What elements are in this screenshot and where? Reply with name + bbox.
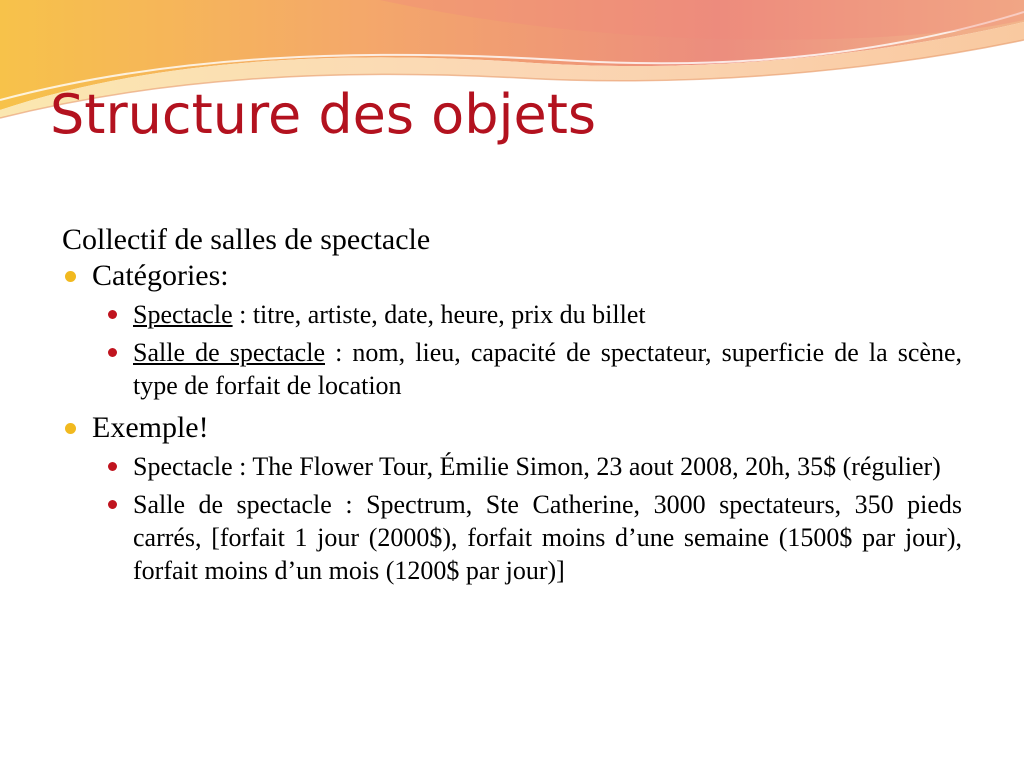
example-item-salle [107, 488, 962, 587]
bullet-dot-icon [108, 500, 117, 509]
bullet-example [62, 410, 962, 446]
example-text: Salle de spectacle : Spectrum, Ste Catherine, 3000 spectateurs, 350 pieds carrés, [forfait 1 jour (2000$), forfait moins d’une semaine (1500$ par jour), forfait moins d’un mois (1200$ par jour)] [133, 490, 962, 585]
example-item-spectacle [107, 450, 962, 483]
page-title: Structure des objets [50, 83, 597, 146]
intro-text: Collectif de salles de spectacle [62, 223, 431, 256]
bullet-dot-icon [65, 271, 76, 282]
bullet-dot-icon [108, 462, 117, 471]
bullet-categories [62, 258, 962, 294]
slide-content [62, 222, 962, 595]
category-term: Spectacle [133, 300, 233, 329]
bullet-dot-icon [108, 310, 117, 319]
category-item-spectacle [107, 298, 962, 331]
categories-label: Catégories: [92, 259, 229, 292]
bullet-dot-icon [65, 423, 76, 434]
category-description: : titre, artiste, date, heure, prix du billet [232, 300, 646, 329]
example-list [62, 450, 962, 587]
category-description: : nom, lieu, capacité de spectateur, superficie de la scène, type de forfait de location [133, 338, 962, 400]
category-term: Salle de spectacle [133, 338, 325, 367]
example-text: Spectacle : The Flower Tour, Émilie Simon, 23 aout 2008, 20h, 35$ (régulier) [133, 452, 941, 481]
categories-list [62, 298, 962, 402]
bullet-dot-icon [108, 348, 117, 357]
category-item-salle [107, 336, 962, 402]
example-label: Exemple! [92, 411, 209, 444]
